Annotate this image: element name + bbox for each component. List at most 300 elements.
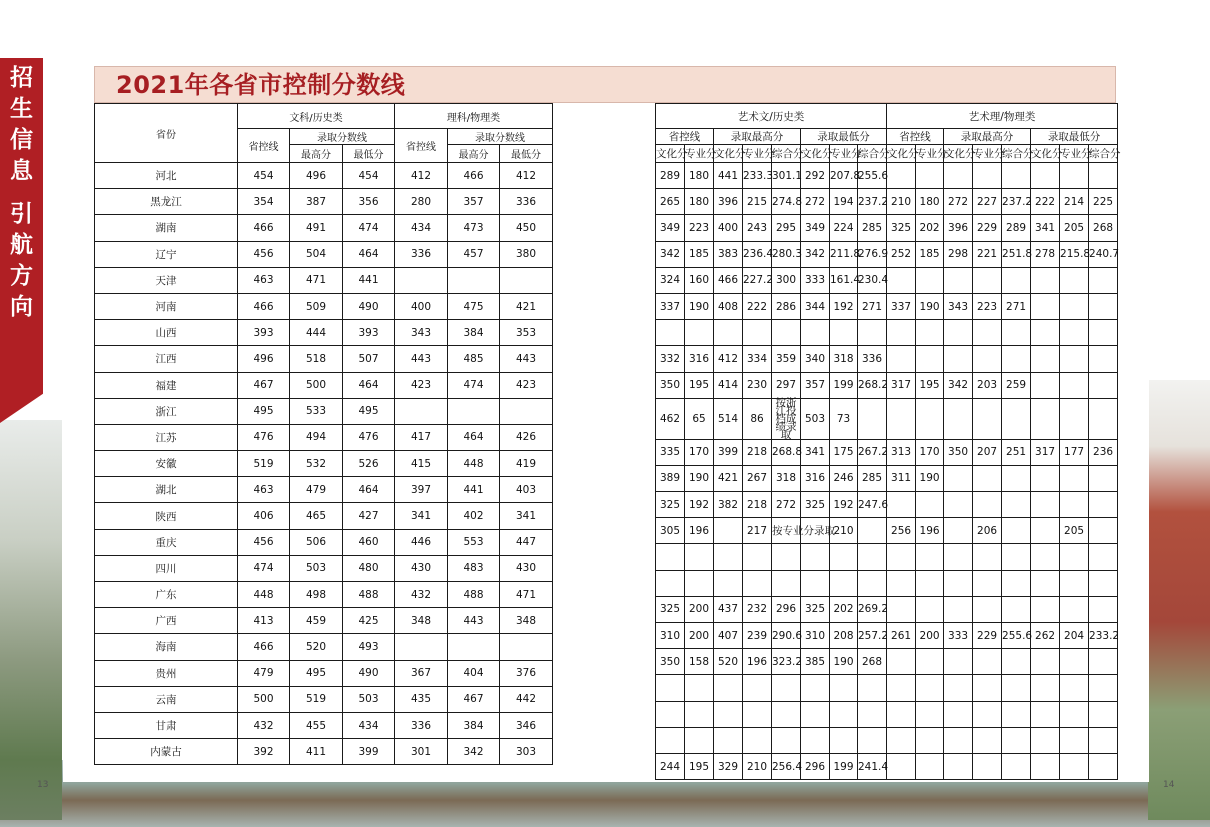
score-cell: [887, 346, 916, 372]
score-cell: 285: [858, 215, 887, 241]
score-cell: 454: [238, 163, 290, 189]
header-wenhua: 文化分: [887, 145, 916, 163]
score-cell: 170: [916, 439, 944, 465]
table-row: [656, 189, 1118, 215]
table-row: [656, 241, 1118, 267]
table-row: [656, 623, 1118, 649]
header-zhuanye: 专业分: [916, 145, 944, 163]
score-cell: [916, 544, 944, 570]
score-cell: [1060, 570, 1089, 596]
score-cell: 359: [772, 346, 801, 372]
score-cell: 520: [290, 634, 343, 660]
score-cell: 199: [830, 753, 858, 779]
score-cell: 256: [887, 518, 916, 544]
score-cell: [887, 649, 916, 675]
score-cell: 464: [448, 424, 500, 450]
score-cell: 444: [290, 320, 343, 346]
table-row: [656, 163, 1118, 189]
score-cell: 296: [772, 596, 801, 622]
score-cell: 457: [448, 241, 500, 267]
score-cell: [887, 320, 916, 346]
score-cell: [1002, 649, 1031, 675]
score-cell: 229: [973, 623, 1002, 649]
score-cell: [1060, 596, 1089, 622]
score-cell: 393: [343, 320, 395, 346]
score-cell: [830, 675, 858, 701]
score-cell: 295: [772, 215, 801, 241]
header-zhuanye: 专业分: [973, 145, 1002, 163]
score-cell: [1060, 465, 1089, 491]
score-cell: 340: [801, 346, 830, 372]
score-cell: 218: [743, 439, 772, 465]
score-cell: [1031, 346, 1060, 372]
score-cell: [1002, 570, 1031, 596]
score-cell: 199: [830, 372, 858, 398]
score-cell: 210: [830, 518, 858, 544]
score-cell: 323.2: [772, 649, 801, 675]
header-wenhua: 文化分: [944, 145, 973, 163]
score-cell: [916, 675, 944, 701]
score-cell: [944, 320, 973, 346]
score-cell: 190: [916, 293, 944, 319]
score-cell: 316: [685, 346, 714, 372]
score-cell: 514: [714, 398, 743, 439]
score-cell: [1060, 492, 1089, 518]
score-cell: 341: [395, 503, 448, 529]
score-cell: 493: [343, 634, 395, 660]
table-row: [656, 492, 1118, 518]
table-row: [95, 189, 553, 215]
province-cell: 山西: [95, 320, 238, 346]
score-cell: [944, 544, 973, 570]
score-cell: [973, 544, 1002, 570]
score-cell: [1089, 596, 1118, 622]
score-cell: [448, 398, 500, 424]
score-cell: 196: [916, 518, 944, 544]
score-cell: [801, 727, 830, 753]
score-table-right: [655, 103, 1121, 780]
score-cell: 207: [973, 439, 1002, 465]
score-cell: 336: [395, 712, 448, 738]
header-kongzhi: 省控线: [656, 129, 714, 145]
table-row: [95, 451, 553, 477]
score-cell: [1002, 596, 1031, 622]
score-cell: 400: [714, 215, 743, 241]
score-cell: [830, 544, 858, 570]
score-cell: 268.8: [772, 439, 801, 465]
score-cell: [944, 163, 973, 189]
score-cell: 466: [238, 634, 290, 660]
score-cell: [1089, 675, 1118, 701]
score-cell: [973, 398, 1002, 439]
score-cell: 506: [290, 529, 343, 555]
score-cell: 285: [858, 465, 887, 491]
score-cell: 402: [448, 503, 500, 529]
score-cell: 276.9: [858, 241, 887, 267]
score-cell: [887, 675, 916, 701]
score-cell: [887, 544, 916, 570]
table-row: [95, 608, 553, 634]
score-cell: [1031, 293, 1060, 319]
score-cell: 498: [290, 582, 343, 608]
score-cell: 65: [685, 398, 714, 439]
score-cell: 316: [801, 465, 830, 491]
score-cell: 207.8: [830, 163, 858, 189]
score-cell: 255.6: [858, 163, 887, 189]
score-cell: 241.4: [858, 753, 887, 779]
score-cell: 417: [395, 424, 448, 450]
score-cell: [1089, 570, 1118, 596]
score-cell: 202: [916, 215, 944, 241]
score-cell: [830, 727, 858, 753]
score-cell: 251.8: [1002, 241, 1031, 267]
score-cell: 292: [801, 163, 830, 189]
province-cell: 重庆: [95, 529, 238, 555]
score-cell: 194: [830, 189, 858, 215]
score-cell: [858, 727, 887, 753]
score-cell: 441: [714, 163, 743, 189]
table-row: [656, 518, 1118, 544]
score-cell: [944, 675, 973, 701]
score-cell: [973, 649, 1002, 675]
banner-char: 息: [10, 157, 33, 184]
score-cell: 430: [500, 555, 553, 581]
score-cell: [916, 320, 944, 346]
score-cell: [656, 544, 685, 570]
score-cell: 222: [1031, 189, 1060, 215]
score-cell: 396: [714, 189, 743, 215]
score-cell: [743, 727, 772, 753]
score-cell: 329: [714, 753, 743, 779]
province-cell: 广东: [95, 582, 238, 608]
score-cell: 290.6: [772, 623, 801, 649]
score-cell: 303: [500, 739, 553, 765]
score-cell: 233.3: [743, 163, 772, 189]
score-cell: 425: [343, 608, 395, 634]
score-cell: 448: [238, 582, 290, 608]
score-cell: 205: [1060, 215, 1089, 241]
score-cell: [973, 465, 1002, 491]
score-cell: [1031, 372, 1060, 398]
score-cell: 208: [830, 623, 858, 649]
score-cell: 485: [448, 346, 500, 372]
score-cell: 503: [290, 555, 343, 581]
score-cell: 353: [500, 320, 553, 346]
score-cell: 261: [887, 623, 916, 649]
table-row: [95, 372, 553, 398]
score-cell: 450: [500, 215, 553, 241]
score-cell: 403: [500, 477, 553, 503]
score-cell: 325: [801, 492, 830, 518]
table-row: [656, 596, 1118, 622]
score-cell: [887, 596, 916, 622]
score-cell: 421: [500, 293, 553, 319]
score-cell: 252: [887, 241, 916, 267]
header-kongzhi: 省控线: [238, 129, 290, 163]
score-cell: 301: [395, 739, 448, 765]
score-cell: [1031, 753, 1060, 779]
score-cell: 318: [772, 465, 801, 491]
score-cell: [858, 320, 887, 346]
score-cell: 464: [343, 241, 395, 267]
score-cell: [1031, 596, 1060, 622]
score-cell: 476: [343, 424, 395, 450]
score-cell: 421: [714, 465, 743, 491]
score-cell: 434: [343, 712, 395, 738]
score-cell: 392: [238, 739, 290, 765]
header-zhuanye: 专业分: [1060, 145, 1089, 163]
score-cell: [801, 570, 830, 596]
score-cell: 463: [238, 477, 290, 503]
score-cell: 310: [656, 623, 685, 649]
score-cell: [1089, 320, 1118, 346]
table-row: [656, 372, 1118, 398]
score-cell: 435: [395, 686, 448, 712]
score-cell: 268.2: [858, 372, 887, 398]
table-row: [95, 293, 553, 319]
score-cell: 442: [500, 686, 553, 712]
score-cell: 218: [743, 492, 772, 518]
score-cell: 301.1: [772, 163, 801, 189]
score-cell: 526: [343, 451, 395, 477]
score-cell: [1060, 346, 1089, 372]
header-zonghe: 综合分: [1089, 145, 1118, 163]
score-cell: [916, 267, 944, 293]
score-cell: 289: [656, 163, 685, 189]
score-cell: 311: [887, 465, 916, 491]
score-cell: 243: [743, 215, 772, 241]
score-cell: 533: [290, 398, 343, 424]
province-cell: 天津: [95, 267, 238, 293]
score-cell: [1060, 372, 1089, 398]
score-cell: 256.4: [772, 753, 801, 779]
score-cell: 343: [944, 293, 973, 319]
score-cell: 419: [500, 451, 553, 477]
header-luqu: 录取分数线: [290, 129, 395, 145]
score-cell: [1002, 163, 1031, 189]
score-cell: [714, 518, 743, 544]
score-cell: [1060, 701, 1089, 727]
header-wen: 文科/历史类: [238, 104, 395, 129]
score-cell: 399: [714, 439, 743, 465]
score-cell: 325: [887, 215, 916, 241]
header-wenhua: 文化分: [656, 145, 685, 163]
score-cell: 423: [500, 372, 553, 398]
score-cell: 342: [944, 372, 973, 398]
province-cell: 河南: [95, 293, 238, 319]
score-cell: [916, 346, 944, 372]
score-cell: 384: [448, 712, 500, 738]
score-cell: 343: [395, 320, 448, 346]
score-cell: 160: [685, 267, 714, 293]
score-cell: 318: [830, 346, 858, 372]
score-cell: 441: [448, 477, 500, 503]
banner-char: 方: [10, 262, 33, 289]
score-cell: [1031, 465, 1060, 491]
score-cell: [1002, 398, 1031, 439]
score-cell: [858, 701, 887, 727]
score-cell: [944, 267, 973, 293]
score-cell: 342: [801, 241, 830, 267]
header-max: 最高分: [448, 145, 500, 163]
score-cell: 412: [500, 163, 553, 189]
score-cell: 426: [500, 424, 553, 450]
score-cell: 280.3: [772, 241, 801, 267]
score-cell: 325: [801, 596, 830, 622]
score-cell: 348: [395, 608, 448, 634]
score-cell: 196: [743, 649, 772, 675]
score-cell: 223: [973, 293, 1002, 319]
score-cell: 334: [743, 346, 772, 372]
score-cell: [1002, 701, 1031, 727]
score-cell: 251: [1002, 439, 1031, 465]
score-cell: 240.7: [1089, 241, 1118, 267]
header-yiwen: 艺术文/历史类: [656, 104, 887, 129]
score-cell: 246: [830, 465, 858, 491]
score-cell: 384: [448, 320, 500, 346]
header-wenhua: 文化分: [1031, 145, 1060, 163]
score-cell: [858, 570, 887, 596]
score-cell: [1002, 465, 1031, 491]
score-cell: [1060, 163, 1089, 189]
score-cell: 518: [290, 346, 343, 372]
table-row: [656, 346, 1118, 372]
score-cell: [395, 634, 448, 660]
score-cell: [1060, 727, 1089, 753]
score-cell: 387: [290, 189, 343, 215]
score-cell: 190: [916, 465, 944, 491]
province-cell: 陕西: [95, 503, 238, 529]
banner-char: 引: [10, 200, 33, 227]
score-cell: [887, 267, 916, 293]
score-cell: 466: [238, 293, 290, 319]
header-zhuanye: 专业分: [743, 145, 772, 163]
score-cell: 204: [1060, 623, 1089, 649]
score-cell: [1002, 492, 1031, 518]
score-cell: 467: [238, 372, 290, 398]
score-cell: 214: [1060, 189, 1089, 215]
score-cell: [1002, 753, 1031, 779]
score-cell: 341: [801, 439, 830, 465]
score-cell: [772, 675, 801, 701]
header-zhuanye: 专业分: [830, 145, 858, 163]
score-cell: 274.8: [772, 189, 801, 215]
score-cell: [801, 675, 830, 701]
score-cell: 310: [801, 623, 830, 649]
score-cell: 349: [801, 215, 830, 241]
table-row: [95, 660, 553, 686]
score-cell: [973, 163, 1002, 189]
score-cell: 215.8: [1060, 241, 1089, 267]
score-cell: [743, 701, 772, 727]
province-cell: 黑龙江: [95, 189, 238, 215]
score-cell: 471: [500, 582, 553, 608]
score-cell: 190: [685, 293, 714, 319]
score-cell: 495: [343, 398, 395, 424]
score-cell: 180: [685, 163, 714, 189]
table-row: [656, 649, 1118, 675]
score-cell: 503: [343, 686, 395, 712]
score-table-left: [94, 103, 553, 765]
province-cell: 贵州: [95, 660, 238, 686]
table-row: [95, 477, 553, 503]
score-cell: [500, 634, 553, 660]
score-cell: [944, 346, 973, 372]
score-cell: 200: [685, 596, 714, 622]
score-cell: [714, 701, 743, 727]
score-cell: [801, 544, 830, 570]
score-cell: 412: [395, 163, 448, 189]
score-cell: 380: [500, 241, 553, 267]
score-cell: [448, 267, 500, 293]
score-cell: [1031, 701, 1060, 727]
banner-char: 信: [10, 126, 33, 153]
header-luqu-min: 录取最低分: [801, 129, 887, 145]
score-cell: [1060, 293, 1089, 319]
header-zonghe: 综合分: [1002, 145, 1031, 163]
score-cell: 180: [685, 189, 714, 215]
score-cell: 269.2: [858, 596, 887, 622]
score-cell: 337: [887, 293, 916, 319]
score-cell: [1002, 544, 1031, 570]
score-cell: [685, 320, 714, 346]
background-tree-left: [0, 420, 62, 820]
table-row: [656, 570, 1118, 596]
score-cell: [973, 701, 1002, 727]
score-cell: [801, 701, 830, 727]
score-cell: [916, 398, 944, 439]
score-cell: 389: [656, 465, 685, 491]
score-cell: 464: [343, 477, 395, 503]
score-cell: 按浙江投档成绩录取: [772, 398, 801, 439]
score-cell: 479: [238, 660, 290, 686]
table-row: [95, 215, 553, 241]
score-cell: 406: [238, 503, 290, 529]
score-cell: [887, 570, 916, 596]
score-cell: 342: [656, 241, 685, 267]
score-cell: 230.4: [858, 267, 887, 293]
score-cell: 376: [500, 660, 553, 686]
score-cell: 239: [743, 623, 772, 649]
table-row: [95, 398, 553, 424]
header-province: 省份: [95, 104, 238, 163]
score-cell: 203: [973, 372, 1002, 398]
score-cell: [944, 596, 973, 622]
score-cell: [685, 701, 714, 727]
score-cell: 335: [656, 439, 685, 465]
score-cell: 232: [743, 596, 772, 622]
score-cell: 463: [238, 267, 290, 293]
score-cell: 324: [656, 267, 685, 293]
score-cell: [1031, 675, 1060, 701]
score-cell: 298: [944, 241, 973, 267]
score-cell: 195: [685, 372, 714, 398]
score-cell: 553: [448, 529, 500, 555]
score-cell: 73: [830, 398, 858, 439]
score-cell: 341: [1031, 215, 1060, 241]
score-cell: 383: [714, 241, 743, 267]
score-cell: 488: [343, 582, 395, 608]
score-cell: 190: [830, 649, 858, 675]
score-cell: [743, 320, 772, 346]
score-cell: 507: [343, 346, 395, 372]
score-cell: 466: [714, 267, 743, 293]
header-luqu-max: 录取最高分: [714, 129, 801, 145]
score-cell: 411: [290, 739, 343, 765]
background-building-right: [1148, 380, 1210, 820]
score-cell: 200: [685, 623, 714, 649]
score-cell: 286: [772, 293, 801, 319]
